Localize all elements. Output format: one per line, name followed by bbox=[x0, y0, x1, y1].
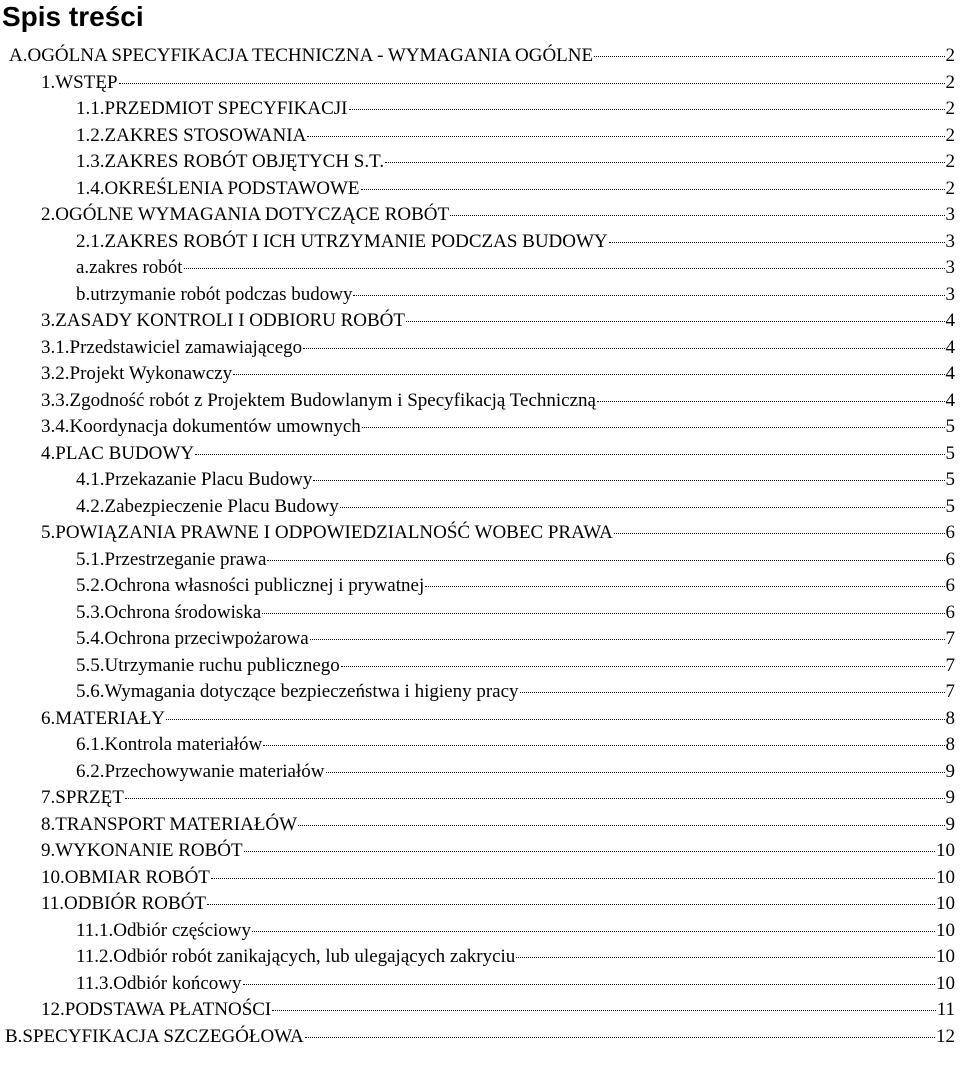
toc-page-number: 3 bbox=[945, 283, 955, 305]
toc-entry-text: 11.ODBIÓR ROBÓT bbox=[41, 893, 207, 914]
toc-entry-text: 1.3.ZAKRES ROBÓT OBJĘTYCH S.T. bbox=[76, 151, 385, 172]
toc-dot-leader bbox=[326, 772, 945, 773]
toc-entry-text: 8.TRANSPORT MATERIAŁÓW bbox=[41, 813, 298, 835]
toc-page-number: 2 bbox=[945, 71, 955, 93]
toc-entry-text: 3.4.Koordynacja dokumentów umownych bbox=[41, 416, 361, 437]
toc-dot-leader bbox=[310, 639, 945, 640]
toc-entry-text: 4.2.Zabezpieczenie Placu Budowy bbox=[76, 495, 339, 517]
toc-entry[interactable] bbox=[0, 971, 960, 998]
toc-page-number: 2 bbox=[945, 124, 955, 146]
toc-page-number: 3 bbox=[945, 204, 955, 225]
toc-page-number: 3 bbox=[945, 230, 955, 252]
toc-entry-text: 1.1.PRZEDMIOT SPECYFIKACJI bbox=[76, 98, 348, 119]
toc-page-number: 6 bbox=[945, 522, 955, 543]
toc-dot-leader bbox=[125, 798, 945, 799]
toc-entry[interactable] bbox=[0, 918, 960, 945]
toc-entry[interactable] bbox=[0, 361, 960, 388]
toc-dot-leader bbox=[609, 242, 945, 243]
toc-entry[interactable] bbox=[0, 70, 960, 97]
toc-entry-text: 1.WSTĘP bbox=[41, 71, 118, 93]
toc-dot-leader bbox=[243, 984, 935, 985]
toc-entry-text: 12.PODSTAWA PŁATNOŚCI bbox=[41, 999, 272, 1020]
toc-page-number: 6 bbox=[945, 601, 955, 623]
toc-page-number: 9 bbox=[945, 813, 955, 835]
toc-page-number: 5 bbox=[945, 442, 955, 464]
toc-entry-text: 11.2.Odbiór robót zanikających, lub ulegających zakryciu bbox=[76, 946, 516, 967]
toc-entry[interactable] bbox=[0, 176, 960, 203]
toc-dot-leader bbox=[303, 348, 944, 349]
toc-entry-text: 1.2.ZAKRES STOSOWANIA bbox=[76, 124, 307, 146]
toc-entry[interactable] bbox=[0, 1024, 960, 1051]
toc-page-number: 10 bbox=[936, 972, 955, 994]
toc-entry-text: 10.OBMIAR ROBÓT bbox=[41, 866, 210, 888]
toc-page-number: 4 bbox=[945, 336, 955, 358]
toc-entry[interactable] bbox=[0, 149, 960, 176]
toc-entry[interactable] bbox=[0, 388, 960, 415]
toc-entry-text: 4.PLAC BUDOWY bbox=[41, 442, 195, 464]
toc-entry[interactable] bbox=[0, 282, 960, 309]
table-of-contents bbox=[0, 43, 960, 1050]
toc-entry[interactable] bbox=[0, 865, 960, 892]
toc-dot-leader bbox=[119, 83, 945, 84]
toc-entry-text: 5.3.Ochrona środowiska bbox=[76, 601, 262, 623]
toc-dot-leader bbox=[520, 692, 945, 693]
toc-page-number: 12 bbox=[936, 1025, 955, 1047]
toc-page-number: 10 bbox=[936, 840, 955, 861]
toc-dot-leader bbox=[353, 295, 944, 296]
toc-dot-leader bbox=[195, 454, 944, 455]
toc-entry-text: 6.MATERIAŁY bbox=[41, 707, 166, 729]
toc-page-number: 10 bbox=[936, 893, 955, 914]
toc-page-number: 5 bbox=[945, 469, 955, 490]
toc-dot-leader bbox=[233, 374, 944, 375]
toc-dot-leader bbox=[244, 851, 935, 852]
toc-dot-leader bbox=[340, 507, 945, 508]
toc-page-number: 8 bbox=[945, 707, 955, 729]
toc-entry[interactable] bbox=[0, 600, 960, 627]
toc-title: Spis treści bbox=[2, 1, 144, 32]
toc-entry[interactable] bbox=[0, 96, 960, 123]
toc-entry-text: 5.POWIĄZANIA PRAWNE I ODPOWIEDZIALNOŚĆ WOBEC PRAWA bbox=[41, 522, 613, 543]
toc-entry-text: 5.4.Ochrona przeciwpożarowa bbox=[76, 628, 309, 649]
toc-entry[interactable] bbox=[0, 520, 960, 547]
toc-dot-leader bbox=[450, 215, 944, 216]
toc-entry[interactable] bbox=[0, 626, 960, 653]
toc-page-number: 7 bbox=[945, 654, 955, 676]
toc-entry-text: 5.1.Przestrzeganie prawa bbox=[76, 548, 267, 570]
toc-dot-leader bbox=[305, 1037, 935, 1038]
toc-page-number: 2 bbox=[945, 45, 955, 66]
toc-entry-text: 4.1.Przekazanie Placu Budowy bbox=[76, 469, 313, 490]
toc-dot-leader bbox=[362, 427, 945, 428]
toc-entry[interactable] bbox=[0, 997, 960, 1024]
toc-entry[interactable] bbox=[0, 812, 960, 839]
toc-entry[interactable] bbox=[0, 547, 960, 574]
toc-entry-text: A.OGÓLNA SPECYFIKACJA TECHNICZNA - WYMAGANIA OGÓLNE bbox=[9, 45, 594, 66]
toc-dot-leader bbox=[263, 745, 944, 746]
toc-entry[interactable] bbox=[0, 785, 960, 812]
toc-dot-leader bbox=[267, 560, 944, 561]
toc-dot-leader bbox=[406, 321, 945, 322]
toc-entry[interactable] bbox=[0, 414, 960, 441]
toc-page-number: 11 bbox=[936, 999, 955, 1020]
toc-entry[interactable] bbox=[0, 679, 960, 706]
toc-entry[interactable] bbox=[0, 706, 960, 733]
toc-entry[interactable] bbox=[0, 335, 960, 362]
toc-dot-leader bbox=[207, 904, 935, 905]
toc-entry-text: 5.2.Ochrona własności publicznej i prywatnej bbox=[76, 575, 425, 596]
toc-entry[interactable] bbox=[0, 467, 960, 494]
toc-page-number: 4 bbox=[945, 310, 955, 331]
toc-entry-text: 3.3.Zgodność robót z Projektem Budowlanym i Specyfikacją Techniczną bbox=[41, 389, 596, 411]
toc-dot-leader bbox=[166, 719, 944, 720]
toc-entry[interactable] bbox=[0, 573, 960, 600]
toc-entry-text: 5.6.Wymagania dotyczące bezpieczeństwa i higieny pracy bbox=[76, 681, 519, 702]
toc-page-number: 6 bbox=[945, 548, 955, 570]
toc-entry-text: 6.1.Kontrola materiałów bbox=[76, 734, 263, 755]
toc-entry-text: B.SPECYFIKACJA SZCZEGÓŁOWA bbox=[5, 1025, 304, 1047]
toc-page-number: 9 bbox=[945, 787, 955, 808]
toc-dot-leader bbox=[614, 533, 945, 534]
toc-entry-text: 5.5.Utrzymanie ruchu publicznego bbox=[76, 654, 340, 676]
toc-dot-leader bbox=[298, 825, 944, 826]
toc-entry[interactable] bbox=[0, 732, 960, 759]
toc-page-number: 5 bbox=[945, 416, 955, 437]
toc-page-number: 7 bbox=[945, 681, 955, 702]
toc-entry[interactable] bbox=[0, 229, 960, 256]
toc-entry-text: 11.3.Odbiór końcowy bbox=[76, 972, 242, 994]
toc-entry-text: a.zakres robót bbox=[76, 257, 183, 278]
toc-entry[interactable] bbox=[0, 494, 960, 521]
toc-entry-text: 11.1.Odbiór częściowy bbox=[76, 919, 251, 941]
toc-entry-text: 3.1.Przedstawiciel zamawiającego bbox=[41, 336, 303, 358]
toc-entry[interactable] bbox=[0, 441, 960, 468]
toc-dot-leader bbox=[349, 109, 945, 110]
toc-page-number: 2 bbox=[945, 98, 955, 119]
toc-dot-leader bbox=[313, 480, 944, 481]
toc-dot-leader bbox=[184, 268, 945, 269]
toc-entry-text: 1.4.OKREŚLENIA PODSTAWOWE bbox=[76, 177, 360, 199]
toc-page-number: 10 bbox=[936, 866, 955, 888]
toc-entry[interactable] bbox=[0, 838, 960, 865]
toc-entry-text: b.utrzymanie robót podczas budowy bbox=[76, 283, 353, 305]
toc-entry-text: 6.2.Przechowywanie materiałów bbox=[76, 760, 325, 782]
toc-page-number: 2 bbox=[945, 177, 955, 199]
toc-dot-leader bbox=[272, 1010, 935, 1011]
toc-entry-text: 9.WYKONANIE ROBÓT bbox=[41, 840, 243, 861]
toc-page-number: 9 bbox=[945, 760, 955, 782]
toc-entry-text: 2.OGÓLNE WYMAGANIA DOTYCZĄCE ROBÓT bbox=[41, 204, 450, 225]
toc-dot-leader bbox=[252, 931, 935, 932]
toc-entry-text: 2.1.ZAKRES ROBÓT I ICH UTRZYMANIE PODCZAS BUDOWY bbox=[76, 230, 608, 252]
toc-entry[interactable] bbox=[0, 43, 960, 70]
toc-dot-leader bbox=[516, 957, 935, 958]
toc-dot-leader bbox=[425, 586, 944, 587]
toc-page-number: 4 bbox=[945, 389, 955, 411]
toc-page-number: 2 bbox=[945, 151, 955, 172]
toc-entry-text: 3.ZASADY KONTROLI I ODBIORU ROBÓT bbox=[41, 310, 405, 331]
toc-entry[interactable] bbox=[0, 759, 960, 786]
toc-entry[interactable] bbox=[0, 891, 960, 918]
toc-dot-leader bbox=[597, 401, 945, 402]
toc-page-number: 4 bbox=[945, 363, 955, 384]
toc-dot-leader bbox=[361, 189, 945, 190]
toc-entry[interactable] bbox=[0, 255, 960, 282]
toc-entry[interactable] bbox=[0, 944, 960, 971]
toc-dot-leader bbox=[262, 613, 944, 614]
toc-page-number: 7 bbox=[945, 628, 955, 649]
toc-page-number: 8 bbox=[945, 734, 955, 755]
toc-entry[interactable] bbox=[0, 123, 960, 150]
toc-page-number: 5 bbox=[945, 495, 955, 517]
toc-entry-text: 3.2.Projekt Wykonawczy bbox=[41, 363, 233, 384]
toc-page-number: 6 bbox=[945, 575, 955, 596]
toc-dot-leader bbox=[341, 666, 945, 667]
toc-entry[interactable] bbox=[0, 653, 960, 680]
toc-page-number: 3 bbox=[945, 257, 955, 278]
toc-dot-leader bbox=[385, 162, 944, 163]
toc-entry[interactable] bbox=[0, 308, 960, 335]
toc-entry[interactable] bbox=[0, 202, 960, 229]
toc-entry-text: 7.SPRZĘT bbox=[41, 787, 124, 808]
toc-page-number: 10 bbox=[936, 946, 955, 967]
toc-dot-leader bbox=[211, 878, 935, 879]
toc-page-number: 10 bbox=[936, 919, 955, 941]
toc-dot-leader bbox=[594, 56, 944, 57]
toc-dot-leader bbox=[307, 136, 944, 137]
